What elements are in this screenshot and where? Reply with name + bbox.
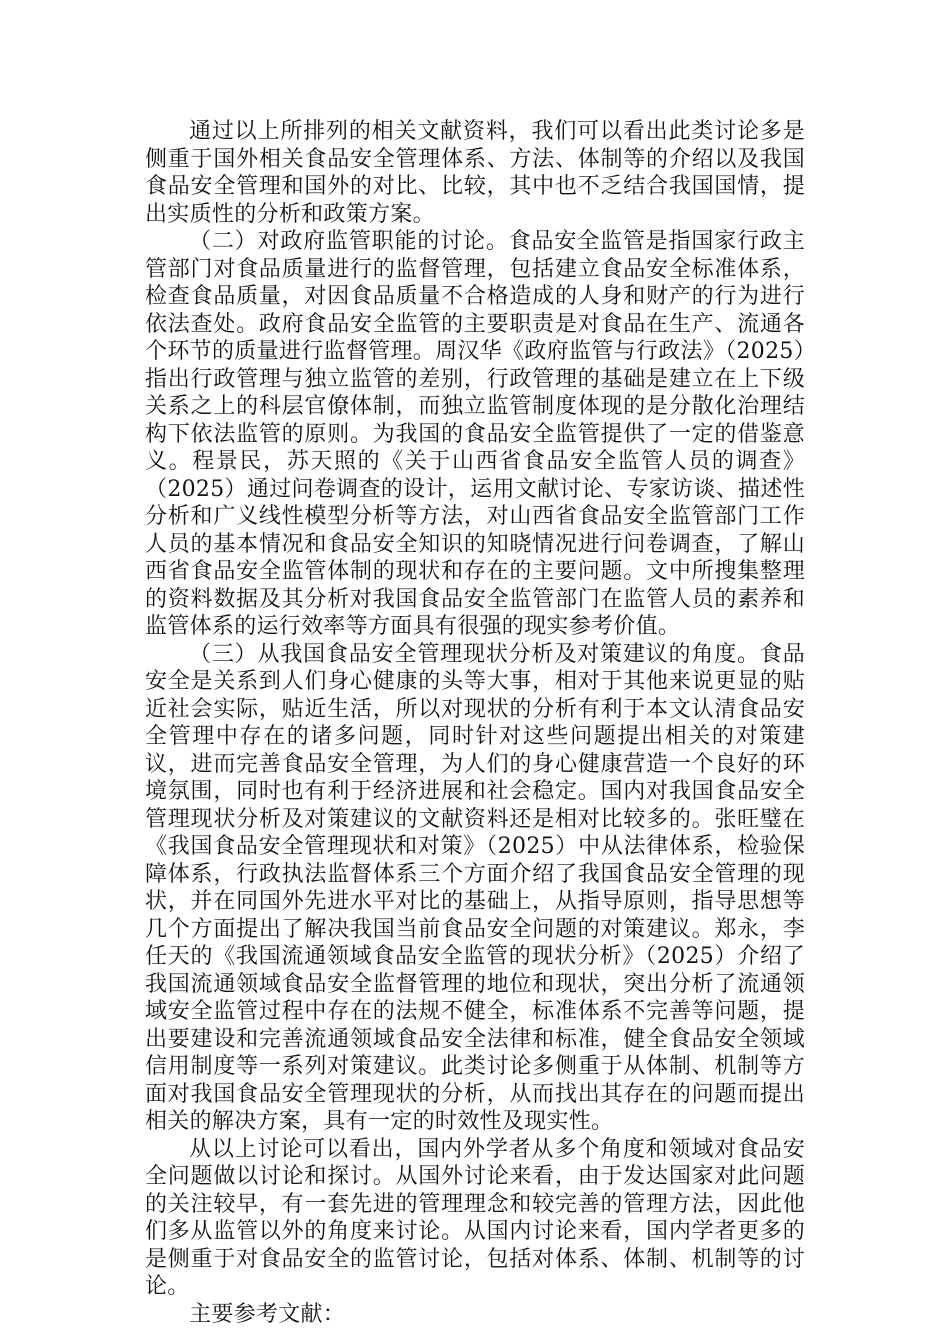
paragraph-summary: 通过以上所排列的相关文献资料，我们可以看出此类讨论多是侧重于国外相关食品安全管理体系、方法、体制等的介绍以及我国食品安全管理和国外的对比、比较，其中也不乏结合我国国情，提出实质性的分析和政策方案。 [145,119,805,227]
paragraph-conclusion: 从以上讨论可以看出，国内外学者从多个角度和领域对食品安全问题做以讨论和探讨。从国外讨论来看，由于发达国家对此问题的关注较早，有一套先进的管理理念和较完善的管理方法，因此他们多从监管以外的角度来讨论。从国内讨论来看，国内学者更多的是侧重于对食品安全的监管讨论，包括对体系、体制、机制等的讨论。 [145,1136,805,1299]
paragraph-government-regulation: （二）对政府监管职能的讨论。食品安全监管是指国家行政主管部门对食品质量进行的监督管理，包括建立食品安全标准体系，检查食品质量，对因食品质量不合格造成的人身和财产的行为进行依法查处。政府食品安全监管的主要职责是对食品在生产、流通各个环节的质量进行监督管理。周汉华《政府监管与行政法》（2025）指出行政管理与独立监管的差别，行政管理的基础是建立在上下级关系之上的科层官僚体制，而独立监管制度体现的是分散化治理结构下依法监管的原则。为我国的食品安全监管提供了一定的借鉴意义。程景民，苏天照的《关于山西省食品安全监管人员的调查》（2025）通过问卷调查的设计，运用文献讨论、专家访谈、描述性分析和广义线性模型分析等方法，对山西省食品安全监管部门工作人员的基本情况和食品安全知识的知晓情况进行问卷调查，了解山西省食品安全监管体制的现状和存在的主要问题。文中所搜集整理的资料数据及其分析对我国食品安全监管部门在监管人员的素养和监管体系的运行效率等方面具有很强的现实参考价值。 [145,229,805,639]
paragraph-current-status-analysis: （三）从我国食品安全管理现状分析及对策建议的角度。食品安全是关系到人们身心健康的头等大事，相对于其他来说更显的贴近社会实际，贴近生活，所以对现状的分析有利于本文认清食品安全管理中存在的诸多问题，同时针对这些问题提出相关的对策建议，进而完善食品安全管理，为人们的身心健康营造一个良好的环境氛围，同时也有利于经济进展和社会稳定。国内对我国食品安全管理现状分析及对策建议的文献资料还是相对比较多的。张旺璧在《我国食品安全管理现状和对策》（2025）中从法律体系，检验保障体系，行政执法监督体系三个方面介绍了我国食品安全管理的现状，并在同国外先进水平对比的基础上，从指导原则，指导思想等几个方面提出了解决我国当前食品安全问题的对策建议。郑永，李任天的《我国流通领域食品安全监管的现状分析》（2025）介绍了我国流通领域食品安全监督管理的地位和现状，突出分析了流通领域安全监管过程中存在的法规不健全，标准体系不完善等问题，提出要建设和完善流通领域食品安全法律和标准，健全食品安全领域信用制度等一系列对策建议。此类讨论多侧重于从体制、机制等方面对我国食品安全管理现状的分析，从而找出其存在的问题而提出相关的解决方案，具有一定的时效性及现实性。 [145,641,805,1134]
references-heading: 主要参考文献： [189,1301,346,1327]
document-body [145,118,805,1328]
